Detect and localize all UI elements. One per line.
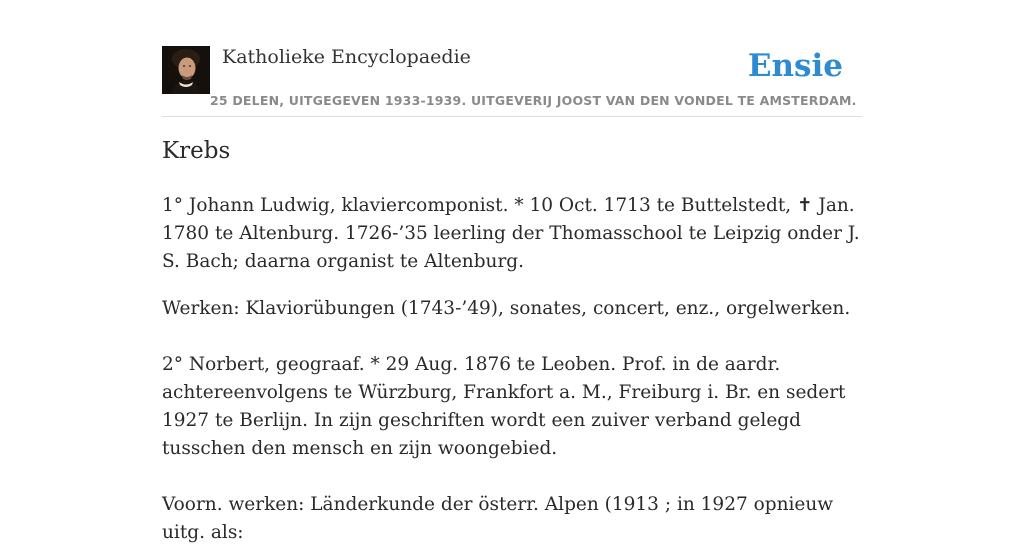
portrait-icon[interactable] <box>162 46 210 94</box>
entry-paragraph: 2° Norbert, geograaf. * 29 Aug. 1876 te Leoben. Prof. in de aardr. achtereenvolgens te Würzburg, Frankfort a. M., Freiburg i. Br. en sedert 1927 te Berlijn. In zijn geschriften wordt een zuiver verband gelegd tusschen den mensch en zijn woongebied. <box>162 354 846 459</box>
site-header <box>162 46 862 117</box>
entry-paragraph: 1° Johann Ludwig, klaviercomponist. * 10 Oct. 1713 te Buttelstedt, ✝ Jan. 1780 te Altenburg. 1726-’35 leerling der Thomasschool te Leipzig onder J. S. Bach; daarna organist te Altenburg. <box>162 195 860 272</box>
entry-paragraph: Werken: Klaviorübungen (1743-’49), sonates, concert, enz., orgelwerken. <box>162 298 851 319</box>
entry-content <box>162 192 864 547</box>
site-subtitle: 25 DELEN, UITGEGEVEN 1933-1939. UITGEVERIJ JOOST VAN DEN VONDEL TE AMSTERDAM. <box>210 93 857 108</box>
site-title[interactable]: Katholieke Encyclopaedie <box>222 46 471 68</box>
brand-logo-link[interactable]: Ensie <box>747 48 843 84</box>
entry-title: Krebs <box>162 138 231 164</box>
entry-paragraph: Voorn. werken: Länderkunde der österr. Alpen (1913 ; in 1927 opnieuw uitg. als: <box>162 494 834 543</box>
